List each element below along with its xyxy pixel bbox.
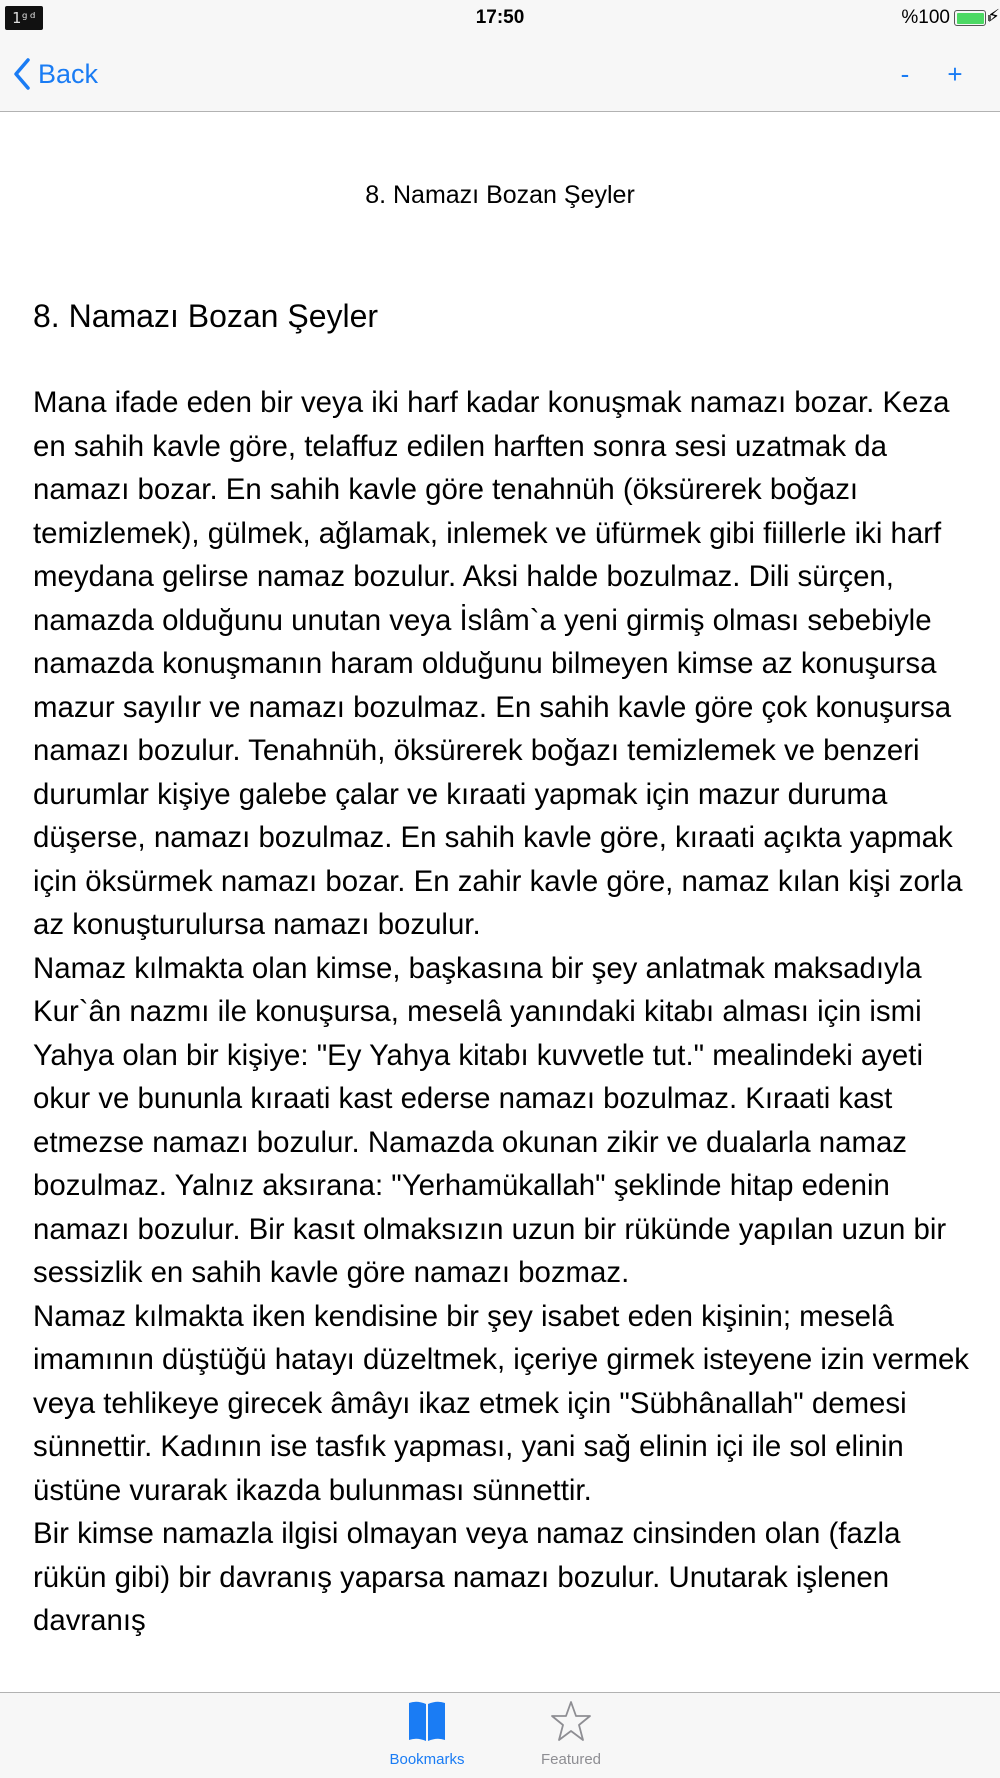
star-icon <box>550 1699 592 1745</box>
article-paragraph: Namaz kılmakta olan kimse, başkasına bir şey anlatmak maksadıyla Kur`ân nazmı ile konuşursa, meselâ yanındaki kitabı alması için ismi Yahya olan bir kişiye: "Ey Yahya kitabı kuvvetle tut." mealindeki ayeti okur ve bununla kıraati kast ederse namazı bozulmaz. Kıraati kast etmezse namazı bozulur. Namazda okunan zikir ve dualarla namaz bozulmaz. Yalnız aksırana: "Yerhamükallah" şeklinde hitap edenin namazı bozulur. Bir kasıt olmaksızın uzun bir rükünde yapılan uzun bir sessizlik en sahih kavle göre namazı bozmaz. <box>33 951 947 1289</box>
article-scroll-view[interactable] <box>0 113 1000 1637</box>
article-paragraph: Bir kimse namazla ilgisi olmayan veya namaz cinsinden olan (fazla rükün gibi) bir davranış yaparsa namazı bozulur. Unutarak işlenen davranış <box>33 1517 901 1637</box>
page-title: 8. Namazı Bozan Şeyler <box>365 181 635 209</box>
status-time: 17:50 <box>475 7 525 28</box>
back-label: Back <box>38 58 99 89</box>
article-paragraph: Mana ifade eden bir veya iki harf kadar konuşmak namazı bozar. Keza en sahih kavle göre, telaffuz edilen harften sonra sesi uzatmak da namazı bozar. En sahih kavle göre tenahnüh (öksürerek boğazı temizlemek), gülmek, ağlamak, inlemek ve üfürmek gibi fiillerle iki harf meydana gelirse namaz bozulur. Aksi halde bozulmaz. Dili sürçen, namazda olduğunu unutan veya İslâm`a yeni girmiş olması sebebiyle namazda konuşmanın haram olduğunu bilmeyen kimse az konuşursa mazur sayılır ve namazı bozulmaz. En sahih kavle göre çok konuşursa namazı bozulur. Tenahnüh, öksürerek boğazı temizlemek ve benzeri durumlar kişiye galebe çalar ve kıraati yapmak için mazur duruma düşerse, namazı bozulmaz. En sahih kavle göre, kıraati açıkta yapmak için öksürmek namazı bozar. En zahir kavle göre, namaz kılan kişi zorla az konuşturulursa namazı bozulur. <box>33 386 963 941</box>
article-body <box>33 381 979 1637</box>
article-heading: 8. Namazı Bozan Şeyler <box>33 298 379 334</box>
battery-icon <box>954 10 986 26</box>
battery-fill <box>957 13 984 24</box>
book-icon <box>406 1699 448 1745</box>
tab-featured[interactable] <box>521 1699 621 1775</box>
charging-bolt-icon: ⚡ <box>987 6 1000 26</box>
battery-percent: %100 <box>901 7 950 28</box>
font-decrease-button[interactable]: - <box>900 59 910 89</box>
chevron-left-icon <box>12 57 32 91</box>
article-paragraph: Namaz kılmakta iken kendisine bir şey isabet eden kişinin; meselâ imamının düştüğü hatayı düzeltmek, içeriye girmek isteyene izin vermek veya tehlikeye girecek âmâyı ikaz etmek için "Sübhânallah" demesi sünnettir. Kadının ise tasfık yapması, yani sağ elinin içi ile sol elinin üstüne vurarak ikazda bulunması sünnettir. <box>33 1299 969 1507</box>
status-bar <box>0 0 1000 36</box>
tab-label: Bookmarks <box>389 1751 465 1768</box>
carrier-icon: 1ᵍᵈ <box>5 6 43 30</box>
back-button[interactable] <box>12 54 98 94</box>
navigation-bar <box>0 36 1000 112</box>
tab-bookmarks[interactable] <box>377 1699 477 1775</box>
tab-bar <box>0 1692 1000 1778</box>
font-increase-button[interactable]: + <box>947 59 963 89</box>
tab-label: Featured <box>540 1751 602 1768</box>
